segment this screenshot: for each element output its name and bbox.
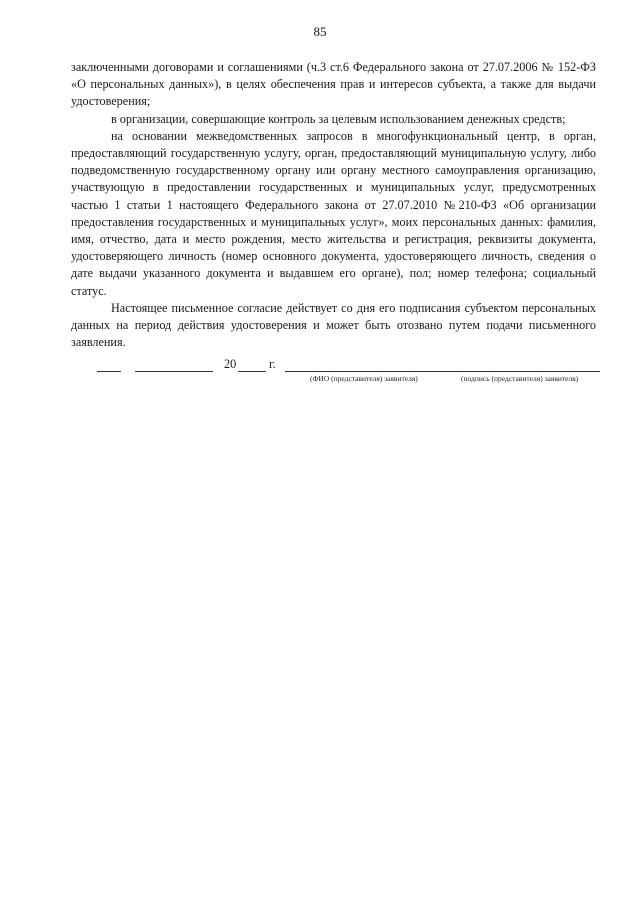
fio-caption: (ФИО (представителя) заявителя) (310, 374, 418, 383)
year-suffix: г. (269, 357, 276, 371)
signature-block (97, 357, 600, 387)
paragraph-consent-validity: Настоящее письменное согласие действует со дня его подписания субъектом персональных данных на период действия удостоверения и может быть отозвано путем подачи письменного заявления. (71, 300, 596, 350)
year-blank (238, 371, 266, 372)
paragraph-contracts: заключенными договорами и соглашениями (ч.3 ст.6 Федерального закона от 27.07.2006 № 152-ФЗ «О персональных данных»), в целях обеспечения прав и интересов субъекта, а также для выдачи удостоверения; (71, 60, 596, 109)
paragraph-interagency-requests: на основании межведомственных запросов в многофункциональный центр, в орган, предоставляющий государственную услугу, орган, предоставляющий муниципальную услугу, либо подведомственную государственному органу или органу местного самоуправления организацию, участвующую в предоставлении государственных и муниципальных услуг, предусмотренных частью 1 статьи 1 настоящего Федерального закона от 27.07.2010 №210-ФЗ «Об организации предоставления государственных и муниципальных услуг», моих персональных данных: фамилия, имя, отчество, дата и место рождения, место жительства и регистрация, реквизиты документа, удостоверяющего личность (номер основного документа, удостоверяющего личность, сведения о дате выдачи указанного документа и выдавшем его органе), пол; номер телефона; социальный статус. (71, 128, 596, 298)
day-blank (97, 371, 121, 372)
year-prefix: 20 (224, 357, 237, 371)
signature-caption: (подпись (представителя) заявителя) (461, 374, 579, 383)
month-blank (135, 371, 213, 372)
name-signature-line (285, 371, 600, 372)
document-body (71, 59, 596, 351)
page-number: 85 (313, 24, 327, 39)
paragraph-control-organizations: в организации, совершающие контроль за целевым использованием денежных средств; (111, 111, 566, 126)
